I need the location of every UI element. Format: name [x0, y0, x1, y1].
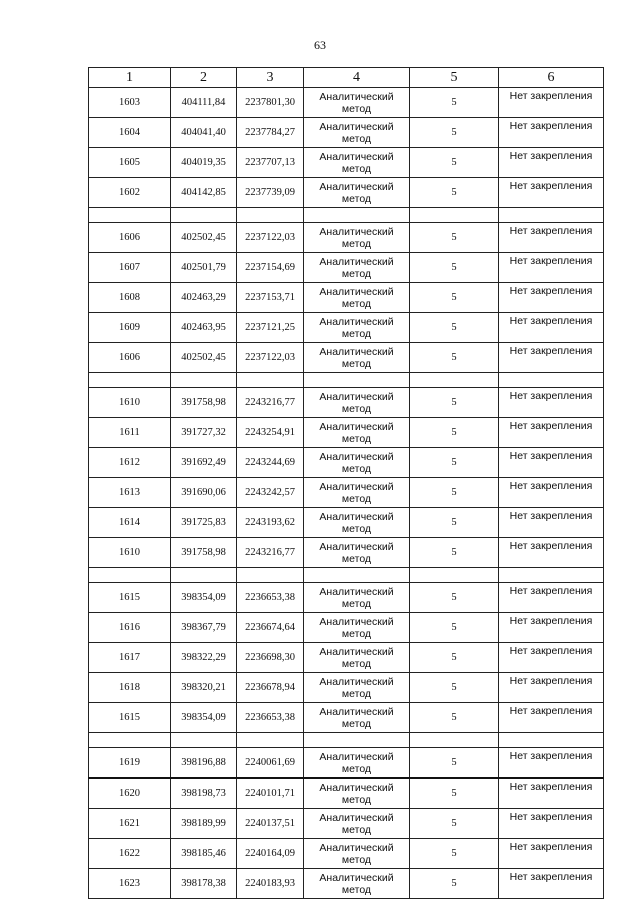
column-header-1: 1: [89, 68, 171, 88]
method-cell: Аналитический метод: [304, 778, 410, 809]
method-cell: Аналитический метод: [304, 448, 410, 478]
table-row: [89, 538, 604, 568]
note-cell: Нет закрепления: [499, 283, 604, 313]
accuracy-cell: 5: [410, 88, 499, 118]
column-header-4: 4: [304, 68, 410, 88]
note-cell: Нет закрепления: [499, 839, 604, 869]
empty-cell: [499, 373, 604, 388]
empty-cell: [171, 568, 237, 583]
note-cell: Нет закрепления: [499, 418, 604, 448]
point-id-cell: 1622: [89, 839, 171, 869]
group-separator-row: [89, 373, 604, 388]
empty-cell: [304, 568, 410, 583]
accuracy-cell: 5: [410, 343, 499, 373]
y-coordinate-cell: 2237122,03: [237, 223, 304, 253]
group-separator-row: [89, 568, 604, 583]
table-row: [89, 673, 604, 703]
y-coordinate-cell: 2236674,64: [237, 613, 304, 643]
accuracy-cell: 5: [410, 748, 499, 779]
accuracy-cell: 5: [410, 538, 499, 568]
method-cell: Аналитический метод: [304, 703, 410, 733]
accuracy-cell: 5: [410, 703, 499, 733]
accuracy-cell: 5: [410, 583, 499, 613]
table-row: [89, 283, 604, 313]
accuracy-cell: 5: [410, 148, 499, 178]
accuracy-cell: 5: [410, 313, 499, 343]
table-row: [89, 778, 604, 809]
note-cell: Нет закрепления: [499, 673, 604, 703]
y-coordinate-cell: 2240101,71: [237, 778, 304, 809]
accuracy-cell: 5: [410, 223, 499, 253]
method-cell: Аналитический метод: [304, 343, 410, 373]
point-id-cell: 1619: [89, 748, 171, 779]
column-header-2: 2: [171, 68, 237, 88]
y-coordinate-cell: 2237784,27: [237, 118, 304, 148]
note-cell: Нет закрепления: [499, 778, 604, 809]
note-cell: Нет закрепления: [499, 703, 604, 733]
method-cell: Аналитический метод: [304, 418, 410, 448]
x-coordinate-cell: 398198,73: [171, 778, 237, 809]
point-id-cell: 1620: [89, 778, 171, 809]
accuracy-cell: 5: [410, 809, 499, 839]
y-coordinate-cell: 2243244,69: [237, 448, 304, 478]
accuracy-cell: 5: [410, 418, 499, 448]
note-cell: Нет закрепления: [499, 809, 604, 839]
coordinates-table: [88, 67, 604, 899]
note-cell: Нет закрепления: [499, 613, 604, 643]
x-coordinate-cell: 398189,99: [171, 809, 237, 839]
point-id-cell: 1613: [89, 478, 171, 508]
x-coordinate-cell: 391690,06: [171, 478, 237, 508]
method-cell: Аналитический метод: [304, 508, 410, 538]
method-cell: Аналитический метод: [304, 673, 410, 703]
note-cell: Нет закрепления: [499, 388, 604, 418]
table-row: [89, 703, 604, 733]
note-cell: Нет закрепления: [499, 223, 604, 253]
method-cell: Аналитический метод: [304, 643, 410, 673]
x-coordinate-cell: 398185,46: [171, 839, 237, 869]
point-id-cell: 1616: [89, 613, 171, 643]
point-id-cell: 1607: [89, 253, 171, 283]
empty-cell: [89, 733, 171, 748]
empty-cell: [237, 568, 304, 583]
y-coordinate-cell: 2237801,30: [237, 88, 304, 118]
x-coordinate-cell: 404041,40: [171, 118, 237, 148]
empty-cell: [171, 208, 237, 223]
empty-cell: [304, 733, 410, 748]
note-cell: Нет закрепления: [499, 748, 604, 779]
table-row: [89, 118, 604, 148]
empty-cell: [237, 373, 304, 388]
group-separator-row: [89, 733, 604, 748]
x-coordinate-cell: 402501,79: [171, 253, 237, 283]
empty-cell: [89, 373, 171, 388]
y-coordinate-cell: 2236653,38: [237, 583, 304, 613]
method-cell: Аналитический метод: [304, 223, 410, 253]
empty-cell: [410, 373, 499, 388]
y-coordinate-cell: 2237121,25: [237, 313, 304, 343]
x-coordinate-cell: 404111,84: [171, 88, 237, 118]
table-row: [89, 643, 604, 673]
y-coordinate-cell: 2243242,57: [237, 478, 304, 508]
table-row: [89, 478, 604, 508]
point-id-cell: 1610: [89, 388, 171, 418]
table-row: [89, 148, 604, 178]
point-id-cell: 1608: [89, 283, 171, 313]
x-coordinate-cell: 404019,35: [171, 148, 237, 178]
method-cell: Аналитический метод: [304, 869, 410, 899]
point-id-cell: 1612: [89, 448, 171, 478]
note-cell: Нет закрепления: [499, 313, 604, 343]
accuracy-cell: 5: [410, 869, 499, 899]
method-cell: Аналитический метод: [304, 613, 410, 643]
point-id-cell: 1615: [89, 583, 171, 613]
note-cell: Нет закрепления: [499, 118, 604, 148]
point-id-cell: 1604: [89, 118, 171, 148]
x-coordinate-cell: 398320,21: [171, 673, 237, 703]
accuracy-cell: 5: [410, 839, 499, 869]
x-coordinate-cell: 391758,98: [171, 388, 237, 418]
column-header-6: 6: [499, 68, 604, 88]
y-coordinate-cell: 2243216,77: [237, 538, 304, 568]
accuracy-cell: 5: [410, 283, 499, 313]
accuracy-cell: 5: [410, 778, 499, 809]
empty-cell: [171, 733, 237, 748]
x-coordinate-cell: 391725,83: [171, 508, 237, 538]
accuracy-cell: 5: [410, 478, 499, 508]
point-id-cell: 1606: [89, 223, 171, 253]
empty-cell: [410, 568, 499, 583]
y-coordinate-cell: 2240183,93: [237, 869, 304, 899]
x-coordinate-cell: 391727,32: [171, 418, 237, 448]
y-coordinate-cell: 2240137,51: [237, 809, 304, 839]
y-coordinate-cell: 2243193,62: [237, 508, 304, 538]
y-coordinate-cell: 2237153,71: [237, 283, 304, 313]
accuracy-cell: 5: [410, 118, 499, 148]
table-row: [89, 343, 604, 373]
table-row: [89, 448, 604, 478]
y-coordinate-cell: 2237739,09: [237, 178, 304, 208]
x-coordinate-cell: 398367,79: [171, 613, 237, 643]
accuracy-cell: 5: [410, 178, 499, 208]
x-coordinate-cell: 402502,45: [171, 343, 237, 373]
method-cell: Аналитический метод: [304, 388, 410, 418]
x-coordinate-cell: 398178,38: [171, 869, 237, 899]
point-id-cell: 1617: [89, 643, 171, 673]
empty-cell: [499, 733, 604, 748]
empty-cell: [171, 373, 237, 388]
x-coordinate-cell: 398322,29: [171, 643, 237, 673]
method-cell: Аналитический метод: [304, 538, 410, 568]
point-id-cell: 1610: [89, 538, 171, 568]
method-cell: Аналитический метод: [304, 839, 410, 869]
x-coordinate-cell: 391758,98: [171, 538, 237, 568]
y-coordinate-cell: 2237707,13: [237, 148, 304, 178]
note-cell: Нет закрепления: [499, 508, 604, 538]
point-id-cell: 1623: [89, 869, 171, 899]
x-coordinate-cell: 398354,09: [171, 703, 237, 733]
table-row: [89, 809, 604, 839]
y-coordinate-cell: 2236653,38: [237, 703, 304, 733]
point-id-cell: 1615: [89, 703, 171, 733]
note-cell: Нет закрепления: [499, 583, 604, 613]
point-id-cell: 1606: [89, 343, 171, 373]
x-coordinate-cell: 402463,29: [171, 283, 237, 313]
y-coordinate-cell: 2237122,03: [237, 343, 304, 373]
note-cell: Нет закрепления: [499, 178, 604, 208]
method-cell: Аналитический метод: [304, 88, 410, 118]
point-id-cell: 1614: [89, 508, 171, 538]
point-id-cell: 1621: [89, 809, 171, 839]
method-cell: Аналитический метод: [304, 478, 410, 508]
page-number: 63: [314, 38, 326, 52]
method-cell: Аналитический метод: [304, 148, 410, 178]
table-row: [89, 418, 604, 448]
accuracy-cell: 5: [410, 388, 499, 418]
accuracy-cell: 5: [410, 613, 499, 643]
accuracy-cell: 5: [410, 673, 499, 703]
note-cell: Нет закрепления: [499, 343, 604, 373]
y-coordinate-cell: 2240164,09: [237, 839, 304, 869]
y-coordinate-cell: 2243216,77: [237, 388, 304, 418]
empty-cell: [89, 568, 171, 583]
y-coordinate-cell: 2236678,94: [237, 673, 304, 703]
method-cell: Аналитический метод: [304, 283, 410, 313]
point-id-cell: 1602: [89, 178, 171, 208]
table-body: [89, 88, 604, 899]
note-cell: Нет закрепления: [499, 253, 604, 283]
empty-cell: [304, 373, 410, 388]
table-header-row: [89, 68, 604, 88]
table-row: [89, 253, 604, 283]
point-id-cell: 1603: [89, 88, 171, 118]
method-cell: Аналитический метод: [304, 118, 410, 148]
empty-cell: [237, 208, 304, 223]
note-cell: Нет закрепления: [499, 538, 604, 568]
method-cell: Аналитический метод: [304, 748, 410, 779]
x-coordinate-cell: 398196,88: [171, 748, 237, 779]
empty-cell: [89, 208, 171, 223]
accuracy-cell: 5: [410, 508, 499, 538]
empty-cell: [410, 733, 499, 748]
table-row: [89, 223, 604, 253]
group-separator-row: [89, 208, 604, 223]
x-coordinate-cell: 391692,49: [171, 448, 237, 478]
note-cell: Нет закрепления: [499, 643, 604, 673]
table-row: [89, 869, 604, 899]
note-cell: Нет закрепления: [499, 88, 604, 118]
table-row: [89, 839, 604, 869]
table-row: [89, 178, 604, 208]
x-coordinate-cell: 402463,95: [171, 313, 237, 343]
table-row: [89, 388, 604, 418]
accuracy-cell: 5: [410, 448, 499, 478]
method-cell: Аналитический метод: [304, 178, 410, 208]
y-coordinate-cell: 2240061,69: [237, 748, 304, 779]
point-id-cell: 1618: [89, 673, 171, 703]
table-row: [89, 748, 604, 779]
accuracy-cell: 5: [410, 253, 499, 283]
table-row: [89, 613, 604, 643]
method-cell: Аналитический метод: [304, 313, 410, 343]
column-header-3: 3: [237, 68, 304, 88]
note-cell: Нет закрепления: [499, 478, 604, 508]
note-cell: Нет закрепления: [499, 148, 604, 178]
note-cell: Нет закрепления: [499, 869, 604, 899]
point-id-cell: 1605: [89, 148, 171, 178]
y-coordinate-cell: 2243254,91: [237, 418, 304, 448]
point-id-cell: 1611: [89, 418, 171, 448]
empty-cell: [499, 568, 604, 583]
empty-cell: [237, 733, 304, 748]
y-coordinate-cell: 2237154,69: [237, 253, 304, 283]
table-row: [89, 88, 604, 118]
x-coordinate-cell: 404142,85: [171, 178, 237, 208]
table-row: [89, 508, 604, 538]
x-coordinate-cell: 402502,45: [171, 223, 237, 253]
y-coordinate-cell: 2236698,30: [237, 643, 304, 673]
column-header-5: 5: [410, 68, 499, 88]
empty-cell: [499, 208, 604, 223]
x-coordinate-cell: 398354,09: [171, 583, 237, 613]
empty-cell: [410, 208, 499, 223]
point-id-cell: 1609: [89, 313, 171, 343]
method-cell: Аналитический метод: [304, 253, 410, 283]
table-row: [89, 583, 604, 613]
note-cell: Нет закрепления: [499, 448, 604, 478]
empty-cell: [304, 208, 410, 223]
method-cell: Аналитический метод: [304, 583, 410, 613]
accuracy-cell: 5: [410, 643, 499, 673]
method-cell: Аналитический метод: [304, 809, 410, 839]
table-row: [89, 313, 604, 343]
